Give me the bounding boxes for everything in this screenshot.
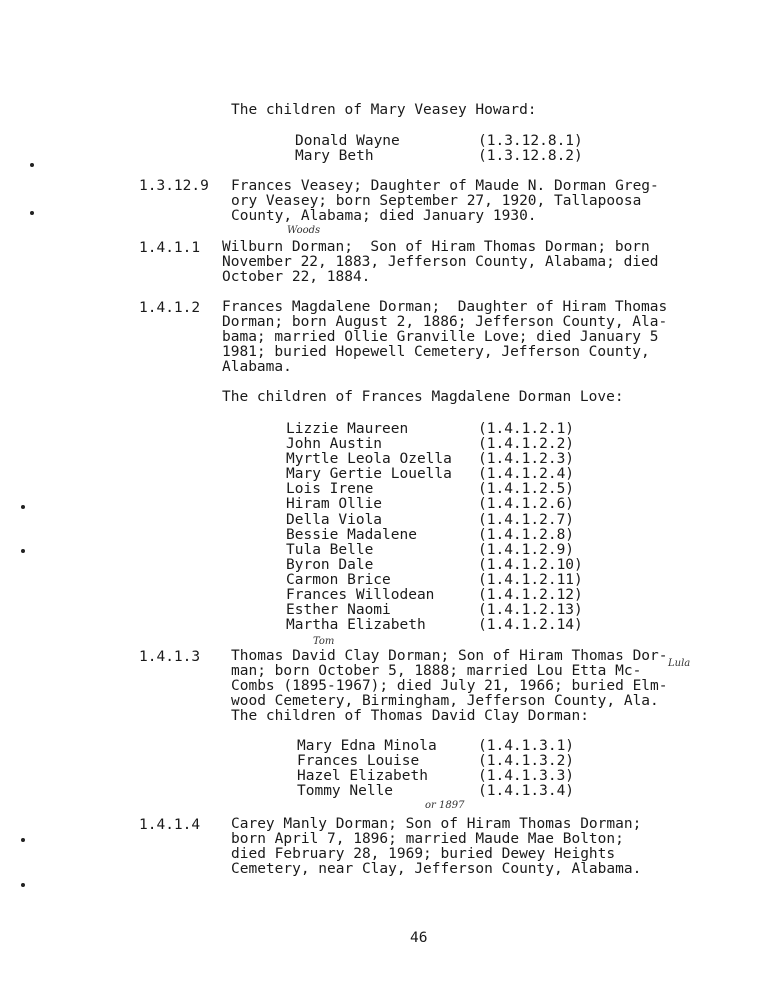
list-item xyxy=(286,496,606,511)
list-item xyxy=(286,527,606,542)
entry-line: Cemetery, near Clay, Jefferson County, Alabama. xyxy=(231,861,642,877)
child-name: Myrtle Leola Ozella xyxy=(286,451,452,468)
child-name: Mary Beth xyxy=(295,148,374,165)
margin-dot xyxy=(21,838,25,842)
list-item xyxy=(286,542,606,557)
list-item xyxy=(297,738,617,753)
entry-line: Dorman; born August 2, 1886; Jefferson County, Ala- xyxy=(222,314,668,330)
entry-number: 1.4.1.4 xyxy=(139,817,201,833)
page-number: 46 xyxy=(410,930,428,946)
child-name: Donald Wayne xyxy=(295,133,400,149)
child-code: (1.4.1.2.1) xyxy=(478,421,575,437)
child-name: Lizzie Maureen xyxy=(286,421,409,437)
child-code: (1.4.1.3.3) xyxy=(478,768,575,785)
child-name: Lois Irene xyxy=(286,481,374,498)
child-code: (1.4.1.3.2) xyxy=(478,753,575,770)
child-code: (1.3.12.8.2) xyxy=(478,148,583,165)
list-item xyxy=(286,421,606,436)
child-name: Della Viola xyxy=(286,511,383,528)
entry-line: Combs (1895-1967); died July 21, 1966; buried Elm- xyxy=(231,678,668,694)
entry-line: Frances Magdalene Dorman; Daughter of Hiram Thomas xyxy=(222,299,668,315)
child-name: Esther Naomi xyxy=(286,602,391,619)
entry-line: born April 7, 1896; married Maude Mae Bolton; xyxy=(231,831,624,847)
margin-dot xyxy=(21,549,25,553)
child-name: Mary Gertie Louella xyxy=(286,466,452,483)
list-item xyxy=(286,617,606,632)
child-name: Hazel Elizabeth xyxy=(297,768,428,785)
love-intro: The children of Frances Magdalene Dorman Love: xyxy=(222,389,624,405)
child-name: Byron Dale xyxy=(286,556,374,573)
entry-number: 1.4.1.1 xyxy=(139,240,201,256)
child-code: (1.4.1.2.11) xyxy=(478,571,583,588)
list-item xyxy=(286,466,606,481)
list-item xyxy=(297,768,617,783)
child-code: (1.4.1.2.2) xyxy=(478,436,575,453)
margin-dot xyxy=(21,883,25,887)
child-name: Frances Willodean xyxy=(286,587,435,604)
entry-line: November 22, 1883, Jefferson County, Alabama; died xyxy=(222,254,659,270)
entry-line: County, Alabama; died January 1930. xyxy=(231,208,537,224)
margin-dot xyxy=(30,211,34,215)
howard-intro: The children of Mary Veasey Howard: xyxy=(231,102,537,118)
entry-number: 1.4.1.3 xyxy=(139,649,201,665)
entry-line: wood Cemetery, Birmingham, Jefferson County, Ala. xyxy=(231,693,659,709)
child-code: (1.4.1.3.1) xyxy=(478,738,575,754)
child-code: (1.4.1.2.13) xyxy=(478,602,583,619)
margin-dot xyxy=(21,505,25,509)
howard-children-list xyxy=(295,133,615,163)
child-code: (1.4.1.2.14) xyxy=(478,617,583,634)
child-name: John Austin xyxy=(286,436,383,453)
child-name: Frances Louise xyxy=(297,753,420,770)
list-item xyxy=(286,602,606,617)
child-code: (1.3.12.8.1) xyxy=(478,133,583,149)
entry-line: ory Veasey; born September 27, 1920, Tallapoosa xyxy=(231,193,642,209)
entry-line: The children of Thomas David Clay Dorman: xyxy=(231,708,589,724)
handwritten-note: Lula xyxy=(668,658,691,669)
dorman-children-list xyxy=(297,738,617,798)
child-code: (1.4.1.2.12) xyxy=(478,587,583,604)
child-code: (1.4.1.2.6) xyxy=(478,496,575,513)
child-name: Tommy Nelle xyxy=(297,783,394,800)
list-item xyxy=(295,148,615,163)
child-code: (1.4.1.2.4) xyxy=(478,466,575,483)
list-item xyxy=(295,133,615,148)
handwritten-note: Woods xyxy=(287,225,321,236)
list-item xyxy=(286,572,606,587)
handwritten-note: Tom xyxy=(313,636,335,647)
child-code: (1.4.1.2.8) xyxy=(478,526,575,543)
list-item xyxy=(286,481,606,496)
entry-line: bama; married Ollie Granville Love; died January 5 xyxy=(222,329,659,345)
list-item xyxy=(297,783,617,798)
child-name: Tula Belle xyxy=(286,541,374,558)
entry-number: 1.3.12.9 xyxy=(139,178,209,194)
child-name: Martha Elizabeth xyxy=(286,617,426,634)
entry-line: 1981; buried Hopewell Cemetery, Jefferson County, xyxy=(222,344,650,360)
child-name: Mary Edna Minola xyxy=(297,738,437,754)
child-name: Hiram Ollie xyxy=(286,496,383,513)
child-code: (1.4.1.3.4) xyxy=(478,783,575,800)
entry-line: Carey Manly Dorman; Son of Hiram Thomas Dorman; xyxy=(231,816,642,832)
list-item xyxy=(286,587,606,602)
child-code: (1.4.1.2.10) xyxy=(478,556,583,573)
child-code: (1.4.1.2.5) xyxy=(478,481,575,498)
child-name: Bessie Madalene xyxy=(286,526,417,543)
entry-line: died February 28, 1969; buried Dewey Heights xyxy=(231,846,616,862)
entry-line: Thomas David Clay Dorman; Son of Hiram Thomas Dor- xyxy=(231,648,668,664)
entry-line: Wilburn Dorman; Son of Hiram Thomas Dorman; born xyxy=(222,239,650,255)
entry-number: 1.4.1.2 xyxy=(139,300,201,316)
list-item xyxy=(297,753,617,768)
child-code: (1.4.1.2.7) xyxy=(478,511,575,528)
child-code: (1.4.1.2.3) xyxy=(478,451,575,468)
entry-line: Frances Veasey; Daughter of Maude N. Dorman Greg- xyxy=(231,178,659,194)
margin-dot xyxy=(30,163,34,167)
entry-line: Alabama. xyxy=(222,359,292,375)
entry-line: man; born October 5, 1888; married Lou Etta Mc- xyxy=(231,663,642,679)
handwritten-note: or 1897 xyxy=(425,800,465,811)
list-item xyxy=(286,451,606,466)
list-item xyxy=(286,512,606,527)
list-item xyxy=(286,436,606,451)
love-children-list xyxy=(286,421,606,632)
child-name: Carmon Brice xyxy=(286,571,391,588)
list-item xyxy=(286,557,606,572)
child-code: (1.4.1.2.9) xyxy=(478,541,575,558)
entry-line: October 22, 1884. xyxy=(222,269,371,285)
